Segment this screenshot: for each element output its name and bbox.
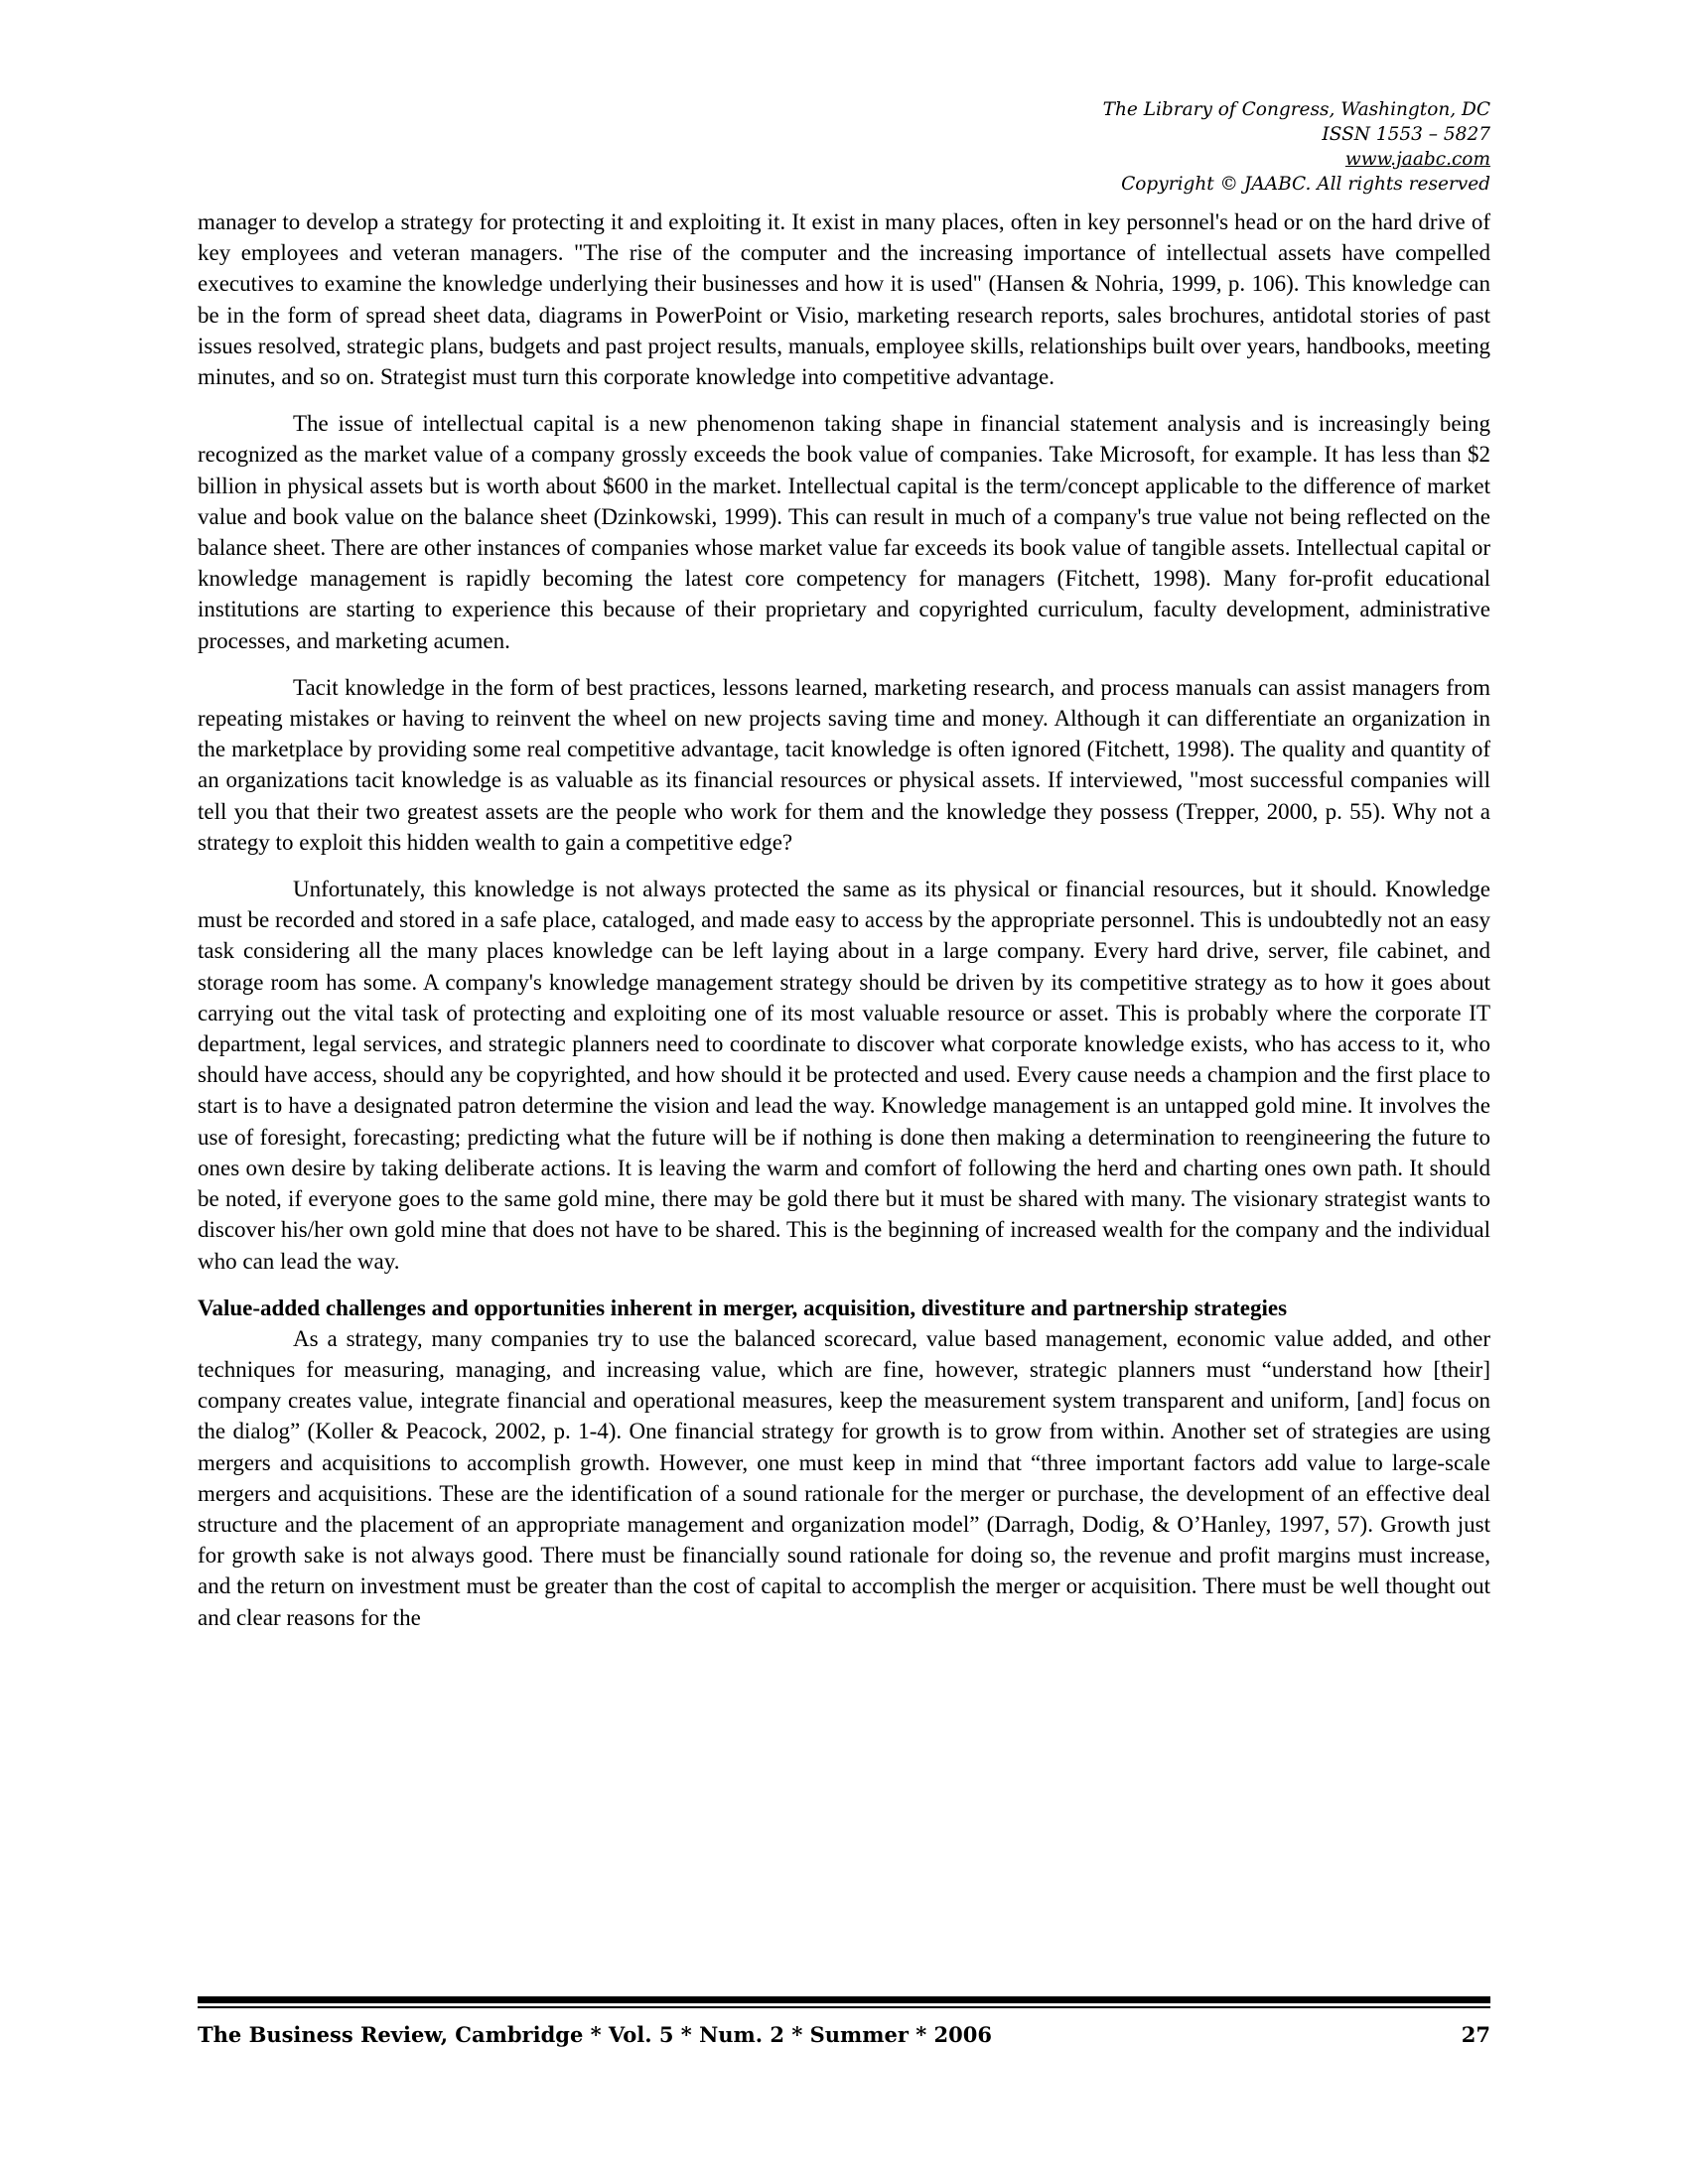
website-link[interactable]: www.jaabc.com xyxy=(1344,149,1490,170)
footer-rule-thin xyxy=(198,2006,1490,2008)
journal-citation: The Business Review, Cambridge * Vol. 5 * Num. 2 * Summer * 2006 xyxy=(198,2022,992,2047)
page-footer xyxy=(198,2015,1490,2055)
paragraph-1: manager to develop a strategy for protecting it and exploiting it. It exist in many places, often in key personnel's head or on the hard drive of key employees and veteran managers. "The rise of the computer and the increasing importance of intellectual assets have compelled executives to examine the knowledge underlying their businesses and how it is used" (Hansen & Nohria, 1999, p. 106). This knowledge can be in the form of spread sheet data, diagrams in PowerPoint or Visio, marketing research reports, sales brochures, antidotal stories of past issues resolved, strategic plans, budgets and past project results, manuals, employee skills, relationships built over years, handbooks, meeting minutes, and so on. Strategist must turn this corporate knowledge into competitive advantage. xyxy=(198,209,1490,390)
issn-line: ISSN 1553 – 5827 xyxy=(1322,124,1490,145)
paragraph-5: As a strategy, many companies try to use the balanced scorecard, value based management, economic value added, and other techniques for measuring, managing, and increasing value, which are fine, however, strategic planners must “understand how [their] company creates value, integrate financial and operational measures, keep the measurement system transparent and uniform, [and] focus on the dialog” (Koller & Peacock, 2002, p. 1-4). One financial strategy for growth is to grow from within. Another set of strategies are using mergers and acquisitions to accomplish growth. However, one must keep in mind that “three important factors add value to large-scale mergers and acquisitions. These are the identification of a sound rationale for the merger or purchase, the development of an effective deal structure and the placement of an appropriate management and organization model” (Darragh, Dodig, & O’Hanley, 1997, 57). Growth just for growth sake is not always good. There must be financially sound rationale for doing so, the revenue and profit margins must increase, and the return on investment must be greater than the cost of capital to accomplish the merger or acquisition. There must be well thought out and clear reasons for the xyxy=(198,1325,1490,1630)
section-heading: Value-added challenges and opportunities inherent in merger, acquisition, divestiture and partnership strategies xyxy=(198,1295,1288,1320)
copyright-line: Copyright © JAABC. All rights reserved xyxy=(1121,174,1490,195)
publisher-line: The Library of Congress, Washington, DC xyxy=(1102,99,1490,120)
footer-rule-thick xyxy=(198,1996,1490,2003)
page-header xyxy=(934,97,1490,197)
paragraph-3: Tacit knowledge in the form of best practices, lessons learned, marketing research, and process manuals can assist managers from repeating mistakes or having to reinvent the wheel on new projects saving time and money. Although it can differentiate an organization in the marketplace by providing some real competitive advantage, tacit knowledge is often ignored (Fitchett, 1998). The quality and quantity of an organizations tacit knowledge is as valuable as its financial resources or physical assets. If interviewed, "most successful companies will tell you that their two greatest assets are the people who work for them and the knowledge they possess (Trepper, 2000, p. 55). Why not a strategy to exploit this hidden wealth to gain a competitive edge? xyxy=(198,674,1490,855)
article-body xyxy=(198,206,1490,1633)
page-number: 27 xyxy=(1461,2022,1490,2047)
paragraph-4: Unfortunately, this knowledge is not always protected the same as its physical or financial resources, but it should. Knowledge must be recorded and stored in a safe place, cataloged, and made easy to access by the appropriate personnel. This is undoubtedly not an easy task considering all the many places knowledge can be left laying about in a large company. Every hard drive, server, file cabinet, and storage room has some. A company's knowledge management strategy should be driven by its competitive strategy as to how it goes about carrying out the vital task of protecting and exploiting one of its most valuable resource or asset. This is probably where the corporate IT department, legal services, and strategic planners need to coordinate to discover what corporate knowledge exists, who has access to it, who should have access, should any be copyrighted, and how should it be protected and used. Every cause needs a champion and the first place to start is to have a designated patron determine the vision and lead the way. Knowledge management is an untapped gold mine. It involves the use of foresight, forecasting; predicting what the future will be if nothing is done then making a determination to reengineering the future to ones own desire by taking deliberate actions. It is leaving the warm and comfort of following the herd and charting ones own path. It should be noted, if everyone goes to the same gold mine, there may be gold there but it must be shared with many. The visionary strategist wants to discover his/her own gold mine that does not have to be shared. This is the beginning of increased wealth for the company and the individual who can lead the way. xyxy=(198,877,1490,1274)
paragraph-2: The issue of intellectual capital is a new phenomenon taking shape in financial statement analysis and is increasingly being recognized as the market value of a company grossly exceeds the book value of companies. Take Microsoft, for example. It has less than $2 billion in physical assets but is worth about $600 in the market. Intellectual capital is the term/concept applicable to the difference of market value and book value on the balance sheet (Dzinkowski, 1999). This can result in much of a company's true value not being reflected on the balance sheet. There are other instances of companies whose market value far exceeds its book value of tangible assets. Intellectual capital or knowledge management is rapidly becoming the latest core competency for managers (Fitchett, 1998). Many for-profit educational institutions are starting to experience this because of their proprietary and copyrighted curriculum, faculty development, administrative processes, and marketing acumen. xyxy=(198,411,1490,653)
